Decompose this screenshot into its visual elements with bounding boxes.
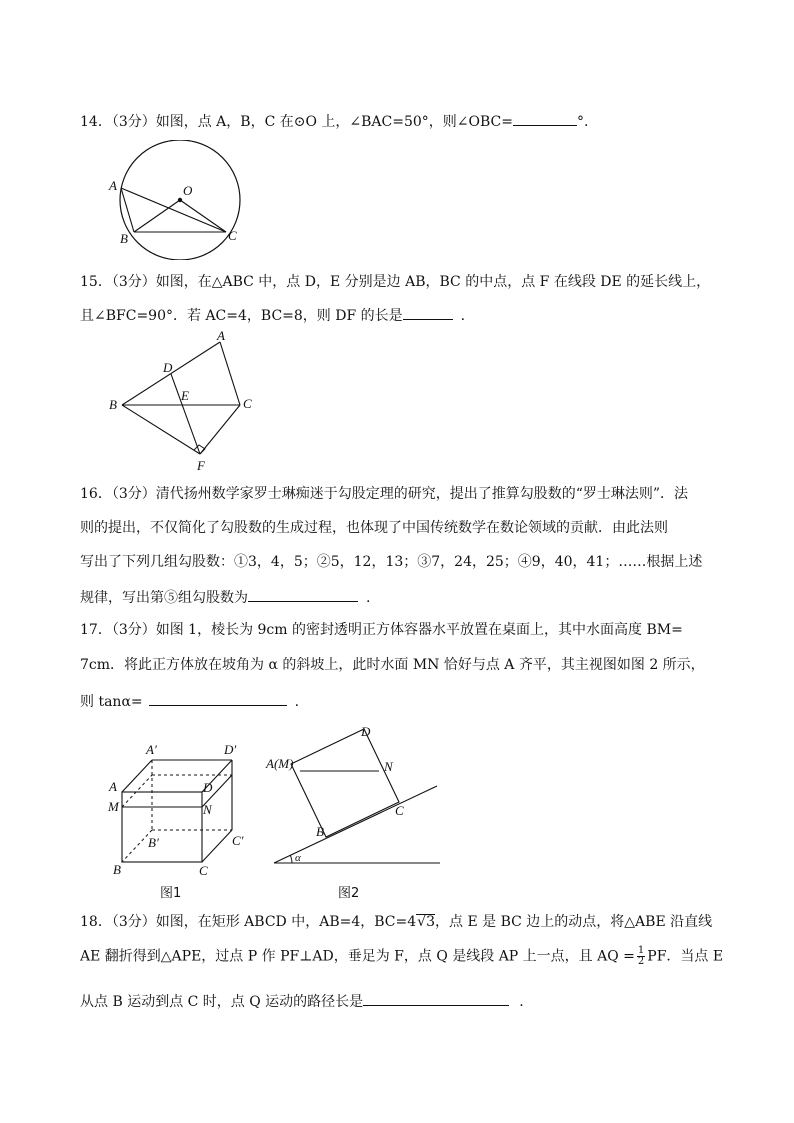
q17-slope-figure — [262, 720, 447, 900]
q14-text: 14．（3分）如图，点 A，B，C 在⊙O 上，∠BAC=50°，则∠OBC= °. — [80, 110, 588, 132]
q17-line3: 则 tanα= . — [80, 690, 299, 712]
label-b: B — [109, 397, 117, 412]
q15-line1: 15．（3分）如图，在△ABC 中，点 D，E 分别是边 AB，BC 的中点，点 F 在线段 DE 的延长线上， — [80, 274, 711, 290]
q17-line2: 7cm．将此正方体放在坡角为 α 的斜坡上，此时水面 MN 恰好与点 A 齐平，其主视图如图 2 所示， — [80, 657, 705, 673]
label-c-prime: C′ — [232, 833, 244, 848]
figure1-caption: 图1 — [160, 886, 182, 900]
label-e: E — [181, 388, 189, 403]
label-alpha: α — [295, 852, 301, 864]
segment-df — [171, 374, 200, 454]
label-a: A — [217, 330, 225, 343]
q17-cube-figure — [104, 735, 264, 900]
segment-ac — [121, 188, 226, 232]
label-c: C — [243, 396, 252, 411]
label-o: O — [183, 183, 193, 198]
segment-bo — [134, 200, 180, 232]
q17-line1: 17．（3分）如图 1，棱长为 9cm 的密封透明正方体容器水平放置在桌面上，其中水面高度 BM= — [80, 622, 683, 638]
label-f: F — [197, 458, 205, 473]
label-d: D — [163, 360, 173, 375]
q18-line3: 从点 B 运动到点 C 时，点 Q 运动的路径长是 . — [80, 990, 524, 1012]
sqrt-radical: √3 — [417, 914, 435, 930]
label-a: A — [109, 779, 117, 794]
label-d: D — [361, 724, 371, 739]
label-m: M — [108, 799, 119, 814]
label-b: B — [120, 231, 128, 246]
q16-line3: 写出了下列几组勾股数：①3，4，5；②5，12，13；③7，24，25；④9，40，41；……根据上述 — [80, 554, 703, 570]
label-b: B — [316, 824, 324, 839]
q15-triangle-figure — [104, 330, 264, 475]
figure2-caption: 图2 — [338, 886, 360, 900]
segment-ac — [220, 342, 240, 405]
q17-answer-blank — [149, 690, 287, 706]
label-c: C — [395, 803, 404, 818]
label-a: A — [109, 178, 117, 193]
q16-line2: 则的提出，不仅简化了勾股数的生成过程，也体现了中国传统数学在数论领域的贡献．由此法则 — [80, 520, 668, 536]
q18-line2: AE 翻折得到△APE，过点 P 作 PF⊥AD，垂足为 F，点 Q 是线段 AP 上一点，且 AQ = $\frac{1}{2}$ PF．当点 E — [80, 945, 724, 967]
angle-alpha-arc — [290, 855, 292, 863]
label-d-prime: D′ — [224, 742, 237, 757]
label-b: B — [113, 862, 121, 877]
water-level-hidden — [122, 775, 152, 807]
q14-circle-figure — [104, 140, 244, 260]
label-c: C — [228, 228, 237, 243]
cube-front-face — [122, 792, 202, 862]
label-d: D — [203, 780, 213, 795]
label-a-m: A(M) — [266, 756, 294, 771]
label-a-prime: A′ — [146, 742, 157, 757]
q15-line2: 且∠BFC=90°．若 AC=4，BC=8，则 DF 的长是 . — [80, 304, 465, 326]
segment-cf — [200, 405, 240, 454]
q18-line1: 18．（3分）如图，在矩形 ABCD 中，AB=4，BC=4√3，点 E 是 BC 边上的动点，将△ABE 沿直线 — [80, 914, 713, 930]
q16-line1: 16．（3分）清代扬州数学家罗士琳痴迷于勾股定理的研究，提出了推算勾股数的“罗士琳法则”．法 — [80, 486, 689, 502]
q16-line4: 规律，写出第⑤组勾股数为 . — [80, 586, 370, 608]
q18-answer-blank — [363, 990, 509, 1006]
fraction-one-half: $\frac{1}{2}$ — [637, 945, 645, 967]
label-c: C — [199, 863, 208, 878]
label-b-prime: B′ — [148, 835, 159, 850]
q15-answer-blank — [403, 304, 453, 320]
q16-answer-blank — [248, 586, 358, 602]
segment-ab — [121, 188, 134, 232]
cube-edge — [202, 830, 232, 862]
label-n: N — [384, 759, 393, 774]
label-n: N — [203, 802, 212, 817]
center-dot — [178, 198, 182, 202]
cube-edge — [122, 760, 152, 792]
cube-front-square — [291, 729, 399, 837]
q14-answer-blank — [513, 110, 577, 126]
segment-bf — [122, 405, 200, 454]
